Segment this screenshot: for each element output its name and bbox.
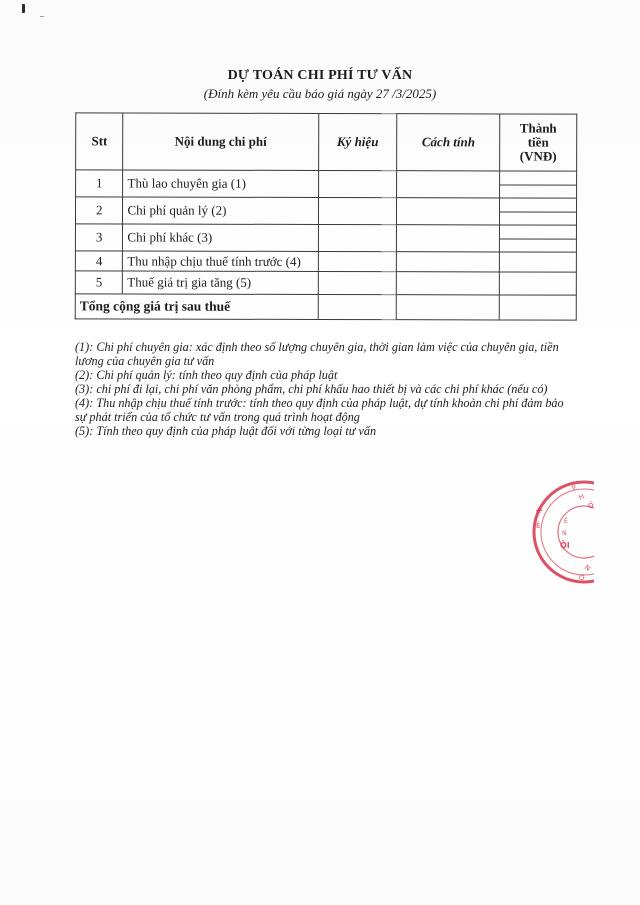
svg-text:N: N bbox=[534, 506, 545, 515]
row-content: Thuế giá trị gia tăng (5) bbox=[123, 271, 318, 295]
table-row bbox=[75, 271, 576, 295]
row-calculation-cell bbox=[397, 252, 500, 272]
row-stt: 5 bbox=[75, 271, 123, 294]
document-subtitle: (Đính kèm yêu cầu báo giá ngày 27 /3/2025) bbox=[203, 86, 437, 101]
table-row bbox=[76, 170, 577, 198]
row-calculation-cell bbox=[397, 225, 500, 252]
svg-text:Ô: Ô bbox=[576, 573, 586, 583]
row-content: Chi phí khác (3) bbox=[123, 224, 318, 252]
red-seal-stamp bbox=[528, 478, 594, 586]
footnote: (5): Tính theo quy định của pháp luật đối với từng loại tư vấn bbox=[75, 424, 377, 438]
row-calculation-cell bbox=[397, 171, 500, 198]
row-calculation-cell bbox=[397, 198, 500, 225]
scan-speck bbox=[40, 16, 44, 17]
table-row bbox=[75, 197, 576, 225]
row-amount-cell bbox=[499, 272, 576, 295]
row-amount-cell bbox=[499, 252, 576, 272]
footnotes bbox=[75, 340, 575, 438]
footnote: (4): Thu nhập chịu thuế tính trước: tính theo quy định của pháp luật, dự tính khoản chi phí đảm bảo sự phát triển của tổ chức tư vấn trong quá trình hoạt động bbox=[75, 396, 564, 424]
row-content: Chi phí quản lý (2) bbox=[123, 197, 318, 225]
table-row bbox=[75, 224, 576, 252]
row-content: Thu nhập chịu thuế tính trước (4) bbox=[123, 251, 318, 272]
header-stt: Stt bbox=[76, 113, 124, 170]
row-symbol-cell bbox=[318, 224, 397, 251]
svg-text:N: N bbox=[582, 563, 592, 573]
row-amount-cell bbox=[500, 171, 577, 198]
total-amount-cell bbox=[499, 295, 576, 320]
row-calculation-cell bbox=[397, 272, 500, 295]
row-amount-cell bbox=[499, 225, 576, 252]
header-amount-line2: tiền bbox=[527, 134, 549, 150]
header-amount bbox=[500, 114, 577, 171]
svg-text:P: P bbox=[570, 483, 579, 493]
footnote: (3): chi phí đi lại, chi phí văn phòng phẩm, chi phí khấu hao thiết bị và các chi phí khác (nếu có) bbox=[75, 382, 548, 396]
total-label: Tổng cộng giá trị sau thuế bbox=[75, 294, 318, 320]
row-symbol-cell bbox=[318, 271, 397, 294]
row-content: Thù lao chuyên gia (1) bbox=[123, 170, 318, 198]
row-amount-cell bbox=[500, 198, 577, 225]
document-title: DỰ TOÁN CHI PHÍ TƯ VẤN bbox=[227, 68, 413, 83]
header-symbol: Ký hiệu bbox=[318, 113, 397, 170]
row-stt: 3 bbox=[75, 224, 123, 251]
svg-text:H: H bbox=[577, 492, 586, 502]
cost-estimate-table bbox=[75, 112, 578, 320]
scan-speck bbox=[22, 4, 25, 13]
seal-graphic bbox=[528, 478, 594, 586]
total-calculation-cell bbox=[397, 295, 500, 320]
table-row bbox=[75, 251, 576, 272]
table-header-row bbox=[76, 113, 577, 171]
row-symbol-cell bbox=[318, 251, 397, 271]
header-calculation: Cách tính bbox=[397, 114, 500, 171]
footnote: (2): Chi phí quản lý: tính theo quy định của pháp luật bbox=[75, 368, 338, 382]
svg-text:N: N bbox=[562, 530, 567, 537]
total-symbol-cell bbox=[318, 294, 397, 319]
svg-text:Ê: Ê bbox=[564, 518, 568, 525]
header-amount-line3: (VNĐ) bbox=[519, 148, 557, 164]
svg-text:Ô: Ô bbox=[588, 502, 594, 510]
svg-text:ỘI: ỘI bbox=[560, 541, 570, 550]
row-symbol-cell bbox=[318, 170, 397, 197]
header-amount-line1: Thành bbox=[519, 120, 557, 136]
footnote: (1): Chi phí chuyên gia: xác định theo số lượng chuyên gia, thời gian làm việc của chuyên gia, tiền lương của chuyên gia tư vấn bbox=[75, 340, 559, 368]
row-stt: 4 bbox=[75, 251, 123, 271]
table-total-row bbox=[75, 294, 576, 320]
header-content: Nội dung chi phí bbox=[123, 113, 318, 171]
row-symbol-cell bbox=[318, 197, 397, 224]
row-stt: 2 bbox=[75, 197, 123, 224]
row-stt: 1 bbox=[76, 170, 124, 197]
svg-text:Ê: Ê bbox=[536, 522, 541, 530]
